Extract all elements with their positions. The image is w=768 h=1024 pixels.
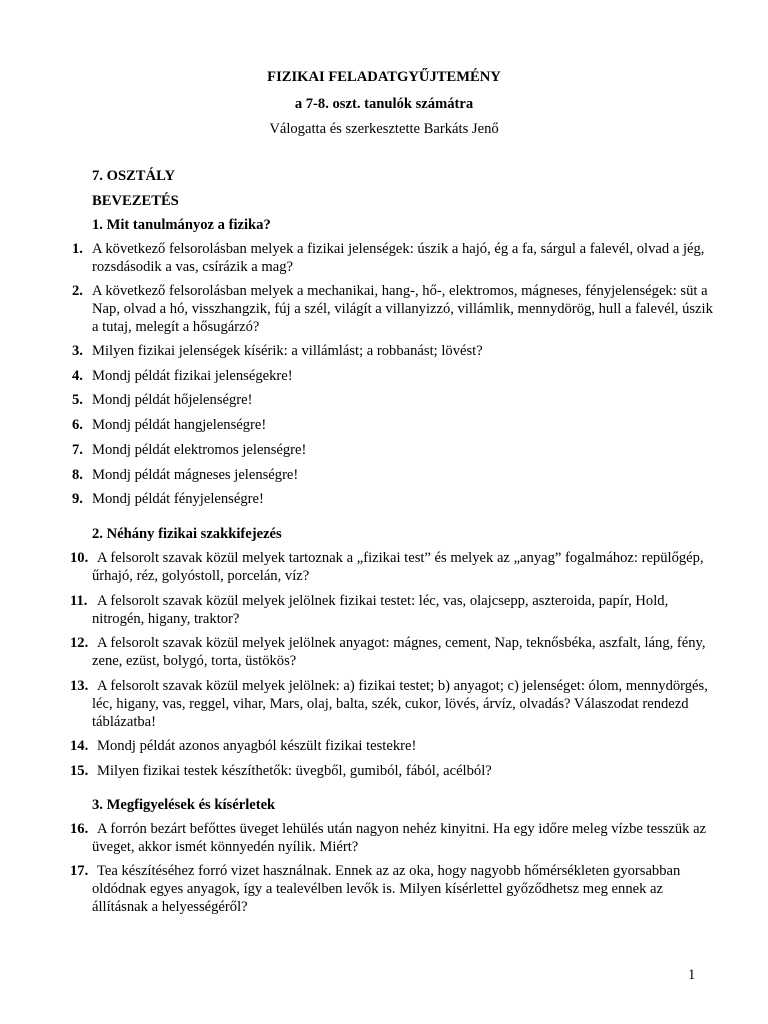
question-item xyxy=(72,240,717,276)
class-heading: 7. OSZTÁLY xyxy=(92,168,176,184)
question-number: 12. xyxy=(70,635,89,651)
section-title: 3. Megfigyelések és kísérletek xyxy=(92,797,276,813)
question-text: Milyen fizikai testek készíthetők: üvegből, gumiból, fából, acélból? xyxy=(97,763,492,779)
question-number: 14. xyxy=(70,738,89,754)
question-text: Mondj példát hangjelenségre! xyxy=(92,417,267,433)
question-item xyxy=(70,592,717,628)
question-item xyxy=(72,466,717,484)
question-item xyxy=(70,737,717,755)
question-number: 15. xyxy=(70,763,89,779)
question-text: Milyen fizikai jelenségek kísérik: a villámlást; a robbanást; lövést? xyxy=(92,343,483,359)
section-title: 1. Mit tanulmányoz a fizika? xyxy=(92,217,271,233)
question-item xyxy=(70,634,717,670)
question-item xyxy=(70,862,717,916)
question-item xyxy=(70,549,717,585)
intro-heading: BEVEZETÉS xyxy=(92,193,179,209)
question-number: 10. xyxy=(70,550,89,566)
document-title: FIZIKAI FELADATGYŰJTEMÉNY xyxy=(267,69,501,85)
question-item xyxy=(70,677,717,731)
question-item xyxy=(70,820,717,856)
question-text: Tea készítéséhez forró vizet használnak. Ennek az az oka, hogy nagyobb hőmérsékleten gyorsabban oldódnak egyes anyagok, így a tealevélben levők is. Milyen kísérlettel győződhetsz meg ennek az állításnak a helyességéről? xyxy=(92,863,681,915)
document-editor: Válogatta és szerkesztette Barkáts Jenő xyxy=(269,121,499,137)
question-text: A felsorolt szavak közül melyek jelölnek anyagot: mágnes, cement, Nap, teknősbéka, aszfalt, láng, fény, zene, ezüst, bolygó, torta, üstökös? xyxy=(92,635,706,669)
question-number: 2. xyxy=(72,283,83,299)
section-title: 2. Néhány fizikai szakkifejezés xyxy=(92,526,282,542)
question-number: 16. xyxy=(70,821,89,837)
question-number: 17. xyxy=(70,863,89,879)
document-subtitle: a 7-8. oszt. tanulók számátra xyxy=(294,96,474,112)
question-text: A felsorolt szavak közül melyek tartoznak a „fizikai test” és melyek az „anyag” fogalmához: repülőgép, űrhajó, réz, golyóstoll, porcelán, víz? xyxy=(92,550,704,584)
question-text: Mondj példát fényjelenségre! xyxy=(92,491,264,507)
question-number: 7. xyxy=(72,442,83,458)
question-number: 5. xyxy=(72,392,83,408)
question-number: 13. xyxy=(70,678,89,694)
question-text: Mondj példát hőjelenségre! xyxy=(92,392,253,408)
question-text: A következő felsorolásban melyek a mechanikai, hang-, hő-, elektromos, mágneses, fényjelenségek: süt a Nap, olvad a hó, visszhangzik, fúj a szél, világít a villanyizzó, villámlik, mennydörög, hull a falevél, úszik a tutaj, melegít a hősugárzó? xyxy=(92,283,713,335)
question-number: 8. xyxy=(72,467,83,483)
question-number: 9. xyxy=(72,491,83,507)
question-text: Mondj példát fizikai jelenségekre! xyxy=(92,368,293,384)
question-text: Mondj példát elektromos jelenségre! xyxy=(92,442,307,458)
question-text: Mondj példát azonos anyagból készült fizikai testekre! xyxy=(97,738,417,754)
question-text: A felsorolt szavak közül melyek jelölnek fizikai testet: léc, vas, olajcsepp, aszteroida, papír, Hold, nitrogén, higany, traktor? xyxy=(92,593,669,627)
question-number: 6. xyxy=(72,417,83,433)
question-item xyxy=(72,282,717,336)
question-item xyxy=(72,441,717,459)
question-item xyxy=(72,342,717,360)
question-item xyxy=(72,391,717,409)
question-item xyxy=(70,762,717,780)
question-text: A forrón bezárt befőttes üveget lehülés után nagyon nehéz kinyitni. Ha egy időre meleg vízbe tesszük az üveget, akkor ismét könnyedén nyílik. Miért? xyxy=(92,821,707,855)
question-number: 1. xyxy=(72,241,83,257)
question-number: 4. xyxy=(72,368,83,384)
question-text: A felsorolt szavak közül melyek jelölnek: a) fizikai testet; b) anyagot; c) jelenséget: ólom, mennydörgés, léc, higany, vas, reggel, vihar, Mars, olaj, balta, szék, cukor, lövés, árvíz, olvadás? Válaszodat rendezd táblázatba! xyxy=(92,678,708,730)
page-number: 1 xyxy=(688,967,696,983)
question-text: A következő felsorolásban melyek a fizikai jelenségek: úszik a hajó, ég a fa, sárgul a falevél, olvad a jég, rozsdásodik a vas, csírázik a mag? xyxy=(92,241,705,275)
question-text: Mondj példát mágneses jelenségre! xyxy=(92,467,299,483)
question-number: 11. xyxy=(70,593,88,609)
question-number: 3. xyxy=(72,343,83,359)
question-item xyxy=(72,416,717,434)
question-item xyxy=(72,367,717,385)
question-item xyxy=(72,490,717,508)
